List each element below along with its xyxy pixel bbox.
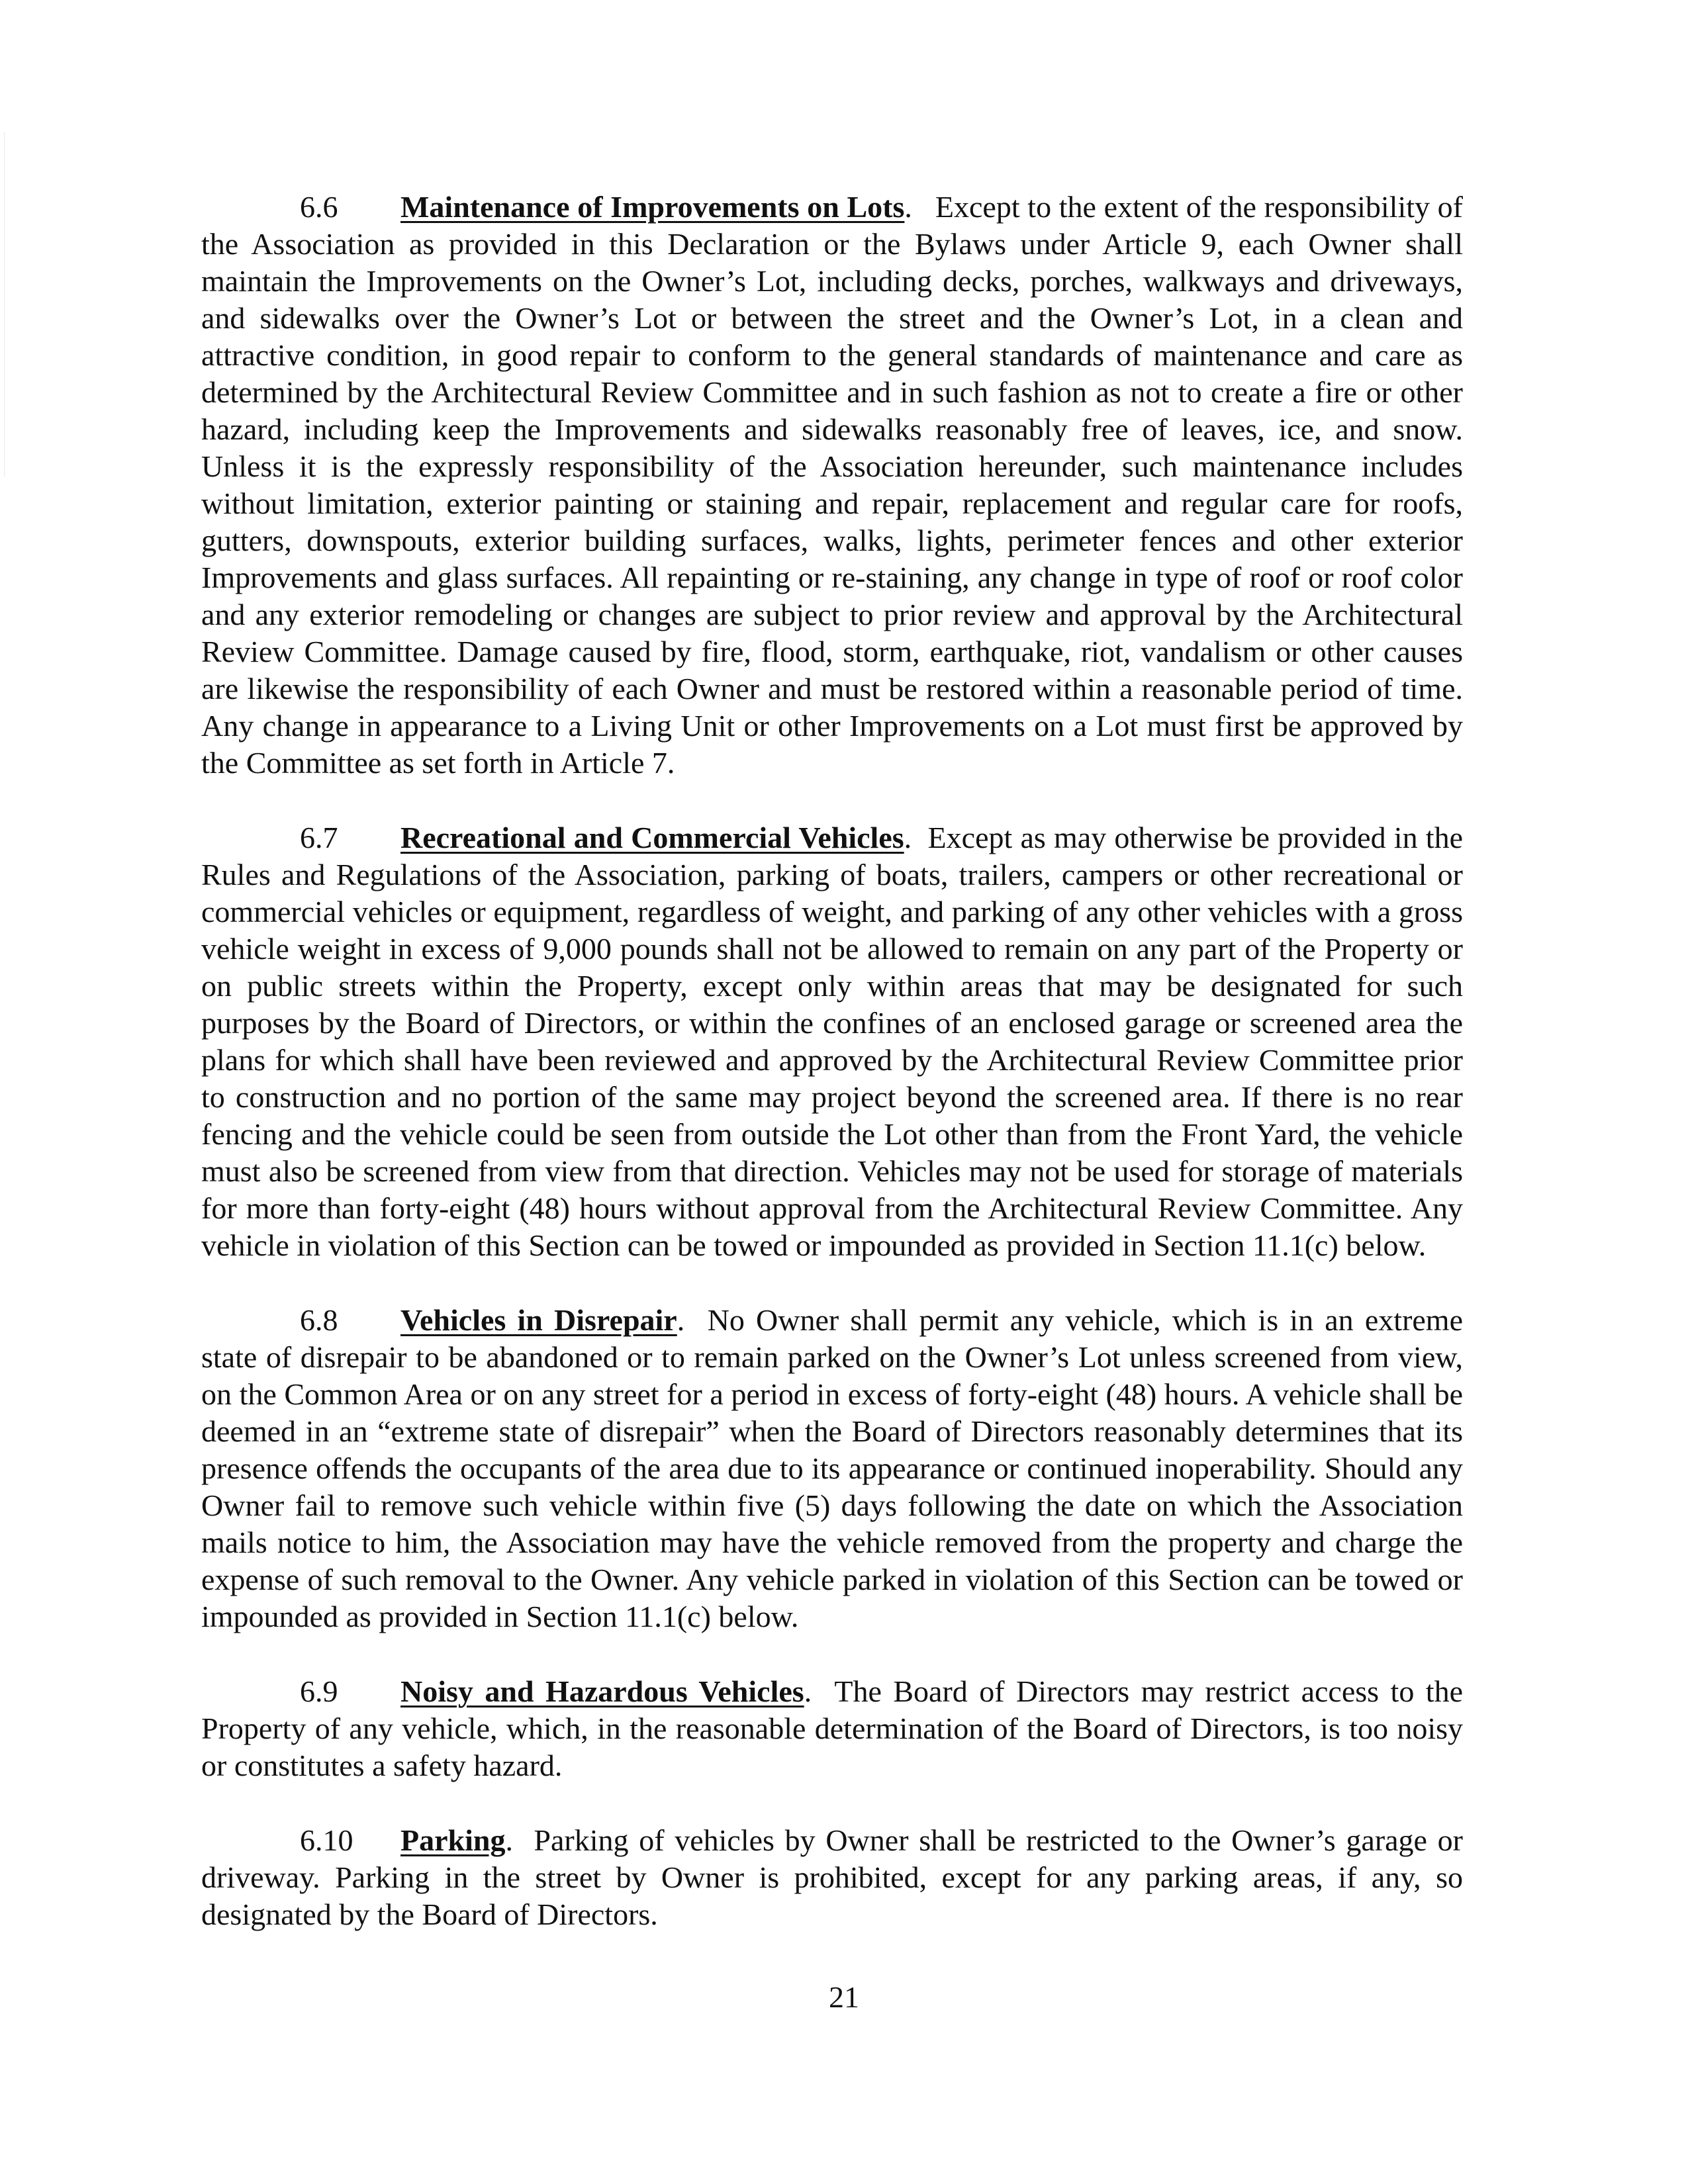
- section-title: Maintenance of Improvements on Lots: [400, 190, 905, 224]
- document-body: [201, 189, 1463, 1971]
- section-number: 6.6: [300, 190, 338, 224]
- scan-margin-artifact: [4, 132, 7, 477]
- section-number: 6.8: [300, 1303, 338, 1337]
- section-text: The Board of Directors may restrict access to the Property of any vehicle, which, in the reasonable determination of the Board of Directors, is too noisy or constitutes a safety hazard.: [201, 1674, 1464, 1782]
- section-6-7: [201, 819, 1463, 1264]
- section-title: Recreational and Commercial Vehicles: [400, 821, 904, 854]
- section-title: Parking: [400, 1823, 506, 1857]
- title-period: .: [804, 1674, 812, 1708]
- title-period: .: [505, 1823, 513, 1857]
- section-6-8: [201, 1302, 1463, 1635]
- section-number: 6.10: [300, 1823, 353, 1857]
- section-number: 6.9: [300, 1674, 338, 1708]
- section-title: Vehicles in Disrepair: [400, 1303, 677, 1337]
- section-6-9: [201, 1673, 1463, 1784]
- section-text: Except to the extent of the responsibility of the Association as provided in this Declaration or the Bylaws under Article 9, each Owner shall maintain the Improvements on the Owner’s Lot, including decks, porches, walkways and driveways, and sidewalks over the Owner’s Lot or between the street and the Owner’s Lot, in a clean and attractive condition, in good repair to conform to the general standards of maintenance and care as determined by the Architectural Review Committee and in such fashion as not to create a fire or other hazard, including keep the Improvements and sidewalks reasonably free of leaves, ice, and snow. Unless it is the expressly responsibility of the Association hereunder, such maintenance includes without limitation, exterior painting or staining and repair, replacement and regular care for roofs, gutters, downspouts, exterior building surfaces, walks, lights, perimeter fences and other exterior Improvements and glass surfaces. All repainting or re-staining, any change in type of roof or roof color and any exterior remodeling or changes are subject to prior review and approval by the Architectural Review Committee. Damage caused by fire, flood, storm, earthquake, riot, vandalism or other causes are likewise the responsibility of each Owner and must be restored within a reasonable period of time. Any change in appearance to a Living Unit or other Improvements on a Lot must first be approved by the Committee as set forth in Article 7.: [201, 190, 1463, 780]
- title-period: .: [904, 821, 912, 854]
- section-text: Parking of vehicles by Owner shall be restricted to the Owner’s garage or driveway. Parking in the street by Owner is prohibited, except for any parking areas, if any, so designated by the Board of Directors.: [201, 1823, 1464, 1931]
- section-6-6: [201, 189, 1463, 782]
- section-text: No Owner shall permit any vehicle, which is in an extreme state of disrepair to be abandoned or to remain parked on the Owner’s Lot unless screened from view, on the Common Area or on any street for a period in excess of forty-eight (48) hours. A vehicle shall be deemed in an “extreme state of disrepair” when the Board of Directors reasonably determines that its presence offends the occupants of the area due to its appearance or continued inoperability. Should any Owner fail to remove such vehicle within five (5) days following the date on which the Association mails notice to him, the Association may have the vehicle removed from the property and charge the expense of such removal to the Owner. Any vehicle parked in violation of this Section can be towed or impounded as provided in Section 11.1(c) below.: [201, 1303, 1463, 1633]
- page-number: 21: [829, 1980, 859, 2014]
- section-title: Noisy and Hazardous Vehicles: [400, 1674, 804, 1708]
- title-period: .: [904, 190, 912, 224]
- section-6-10: [201, 1822, 1463, 1933]
- section-text: Except as may otherwise be provided in the Rules and Regulations of the Association, parking of boats, trailers, campers or other recreational or commercial vehicles or equipment, regardless of weight, and parking of any other vehicles with a gross vehicle weight in excess of 9,000 pounds shall not be allowed to remain on any part of the Property or on public streets within the Property, except only within areas that may be designated for such purposes by the Board of Directors, or within the confines of an enclosed garage or screened area the plans for which shall have been reviewed and approved by the Architectural Review Committee prior to construction and no portion of the same may project beyond the screened area. If there is no rear fencing and the vehicle could be seen from outside the Lot other than from the Front Yard, the vehicle must also be screened from view from that direction. Vehicles may not be used for storage of materials for more than forty-eight (48) hours without approval from the Architectural Review Committee. Any vehicle in violation of this Section can be towed or impounded as provided in Section 11.1(c) below.: [201, 821, 1463, 1262]
- section-number: 6.7: [300, 821, 338, 854]
- title-period: .: [677, 1303, 685, 1337]
